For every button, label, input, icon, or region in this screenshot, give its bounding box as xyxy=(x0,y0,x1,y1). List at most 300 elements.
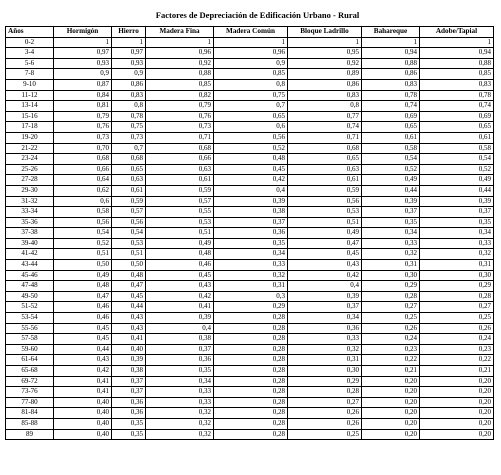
age-range-cell: 31-32 xyxy=(6,196,54,207)
factor-cell: 0,68 xyxy=(112,154,146,165)
factor-cell: 0,96 xyxy=(214,48,288,59)
factor-cell: 0,74 xyxy=(420,101,494,112)
table-row xyxy=(6,313,494,324)
factor-cell: 0,29 xyxy=(214,302,288,313)
factor-cell: 1 xyxy=(146,37,214,48)
factor-cell: 0,43 xyxy=(146,281,214,292)
factor-cell: 0,86 xyxy=(288,79,362,90)
factor-cell: 0,79 xyxy=(146,101,214,112)
factor-cell: 0,65 xyxy=(362,122,420,133)
factor-cell: 0,32 xyxy=(288,344,362,355)
factor-cell: 0,63 xyxy=(112,175,146,186)
table-row xyxy=(6,429,494,440)
factor-cell: 0,85 xyxy=(146,79,214,90)
factor-cell: 0,33 xyxy=(146,387,214,398)
table-row xyxy=(6,122,494,133)
age-range-cell: 15-16 xyxy=(6,111,54,122)
factor-cell: 0,58 xyxy=(420,143,494,154)
factor-cell: 0,61 xyxy=(112,185,146,196)
factor-cell: 0,28 xyxy=(214,366,288,377)
age-range-cell: 43-44 xyxy=(6,260,54,271)
factor-cell: 0,83 xyxy=(112,90,146,101)
table-row xyxy=(6,281,494,292)
factor-cell: 0,20 xyxy=(420,376,494,387)
column-header-madera-fina: Madera Fina xyxy=(146,27,214,38)
factor-cell: 0,88 xyxy=(362,58,420,69)
factor-cell: 0,56 xyxy=(214,132,288,143)
factor-cell: 0,81 xyxy=(54,101,112,112)
factor-cell: 0,21 xyxy=(362,366,420,377)
age-range-cell: 7-8 xyxy=(6,69,54,80)
age-range-cell: 33-34 xyxy=(6,207,54,218)
table-row xyxy=(6,270,494,281)
factor-cell: 0,77 xyxy=(288,111,362,122)
factor-cell: 0,47 xyxy=(288,238,362,249)
factor-cell: 0,35 xyxy=(362,217,420,228)
factor-cell: 0,49 xyxy=(420,175,494,186)
factor-cell: 0,31 xyxy=(214,281,288,292)
table-row xyxy=(6,58,494,69)
factor-cell: 1 xyxy=(288,37,362,48)
column-header-madera-comun: Madera Común xyxy=(214,27,288,38)
table-row xyxy=(6,111,494,122)
factor-cell: 0,9 xyxy=(214,58,288,69)
factor-cell: 0,68 xyxy=(146,143,214,154)
factor-cell: 1 xyxy=(420,37,494,48)
table-row xyxy=(6,249,494,260)
depreciation-table xyxy=(5,26,494,440)
factor-cell: 0,44 xyxy=(112,302,146,313)
factor-cell: 0,52 xyxy=(420,164,494,175)
age-range-cell: 73-76 xyxy=(6,387,54,398)
age-range-cell: 55-56 xyxy=(6,323,54,334)
factor-cell: 0,49 xyxy=(288,228,362,239)
factor-cell: 0,64 xyxy=(54,175,112,186)
table-row xyxy=(6,238,494,249)
factor-cell: 0,40 xyxy=(54,429,112,440)
factor-cell: 0,78 xyxy=(112,111,146,122)
column-header-anos: Años xyxy=(6,27,54,38)
factor-cell: 0,8 xyxy=(112,101,146,112)
table-title: Factores de Depreciación de Edificación Urbano - Rural xyxy=(155,10,360,20)
factor-cell: 0,93 xyxy=(112,58,146,69)
factor-cell: 0,20 xyxy=(420,408,494,419)
table-row xyxy=(6,355,494,366)
table-row xyxy=(6,132,494,143)
factor-cell: 0,47 xyxy=(54,291,112,302)
factor-cell: 0,75 xyxy=(112,122,146,133)
factor-cell: 0,26 xyxy=(288,418,362,429)
factor-cell: 0,33 xyxy=(420,238,494,249)
age-range-cell: 51-52 xyxy=(6,302,54,313)
table-row xyxy=(6,418,494,429)
factor-cell: 0,58 xyxy=(54,207,112,218)
factor-cell: 0,43 xyxy=(112,323,146,334)
table-row xyxy=(6,175,494,186)
factor-cell: 0,28 xyxy=(214,313,288,324)
factor-cell: 0,52 xyxy=(54,238,112,249)
factor-cell: 0,48 xyxy=(214,154,288,165)
factor-cell: 0,31 xyxy=(288,355,362,366)
factor-cell: 0,32 xyxy=(362,249,420,260)
factor-cell: 0,37 xyxy=(146,344,214,355)
factor-cell: 0,38 xyxy=(112,366,146,377)
factor-cell: 0,69 xyxy=(362,111,420,122)
table-row xyxy=(6,387,494,398)
factor-cell: 0,29 xyxy=(420,281,494,292)
factor-cell: 0,37 xyxy=(288,302,362,313)
factor-cell: 0,6 xyxy=(214,122,288,133)
factor-cell: 0,78 xyxy=(362,90,420,101)
age-range-cell: 5-6 xyxy=(6,58,54,69)
factor-cell: 0,28 xyxy=(362,291,420,302)
column-header-hormigon: Hormigón xyxy=(54,27,112,38)
factor-cell: 0,86 xyxy=(112,79,146,90)
factor-cell: 0,78 xyxy=(420,90,494,101)
factor-cell: 0,83 xyxy=(420,79,494,90)
age-range-cell: 69-72 xyxy=(6,376,54,387)
factor-cell: 0,51 xyxy=(146,228,214,239)
factor-cell: 0,96 xyxy=(146,48,214,59)
factor-cell: 0,48 xyxy=(146,249,214,260)
age-range-cell: 39-40 xyxy=(6,238,54,249)
factor-cell: 0,97 xyxy=(112,48,146,59)
factor-cell: 0,35 xyxy=(112,418,146,429)
factor-cell: 0,79 xyxy=(54,111,112,122)
factor-cell: 0,35 xyxy=(146,366,214,377)
factor-cell: 0,73 xyxy=(54,132,112,143)
factor-cell: 0,37 xyxy=(112,376,146,387)
factor-cell: 0,49 xyxy=(362,175,420,186)
factor-cell: 0,27 xyxy=(288,397,362,408)
factor-cell: 0,45 xyxy=(214,164,288,175)
factor-cell: 0,48 xyxy=(54,281,112,292)
factor-cell: 0,37 xyxy=(420,207,494,218)
factor-cell: 0,88 xyxy=(420,58,494,69)
factor-cell: 0,85 xyxy=(214,69,288,80)
factor-cell: 0,57 xyxy=(112,207,146,218)
factor-cell: 0,49 xyxy=(146,238,214,249)
factor-cell: 0,9 xyxy=(112,69,146,80)
age-range-cell: 53-54 xyxy=(6,313,54,324)
factor-cell: 0,42 xyxy=(214,175,288,186)
factor-cell: 0,44 xyxy=(54,344,112,355)
factor-cell: 0,56 xyxy=(112,217,146,228)
factor-cell: 0,32 xyxy=(214,270,288,281)
factor-cell: 0,85 xyxy=(420,69,494,80)
factor-cell: 0,89 xyxy=(288,69,362,80)
factor-cell: 0,63 xyxy=(288,164,362,175)
age-range-cell: 9-10 xyxy=(6,79,54,90)
factor-cell: 0,37 xyxy=(112,387,146,398)
factor-cell: 0,27 xyxy=(362,302,420,313)
factor-cell: 0,66 xyxy=(54,164,112,175)
table-row xyxy=(6,397,494,408)
age-range-cell: 17-18 xyxy=(6,122,54,133)
factor-cell: 0,9 xyxy=(54,69,112,80)
factor-cell: 0,54 xyxy=(362,154,420,165)
age-range-cell: 65-68 xyxy=(6,366,54,377)
age-range-cell: 35-36 xyxy=(6,217,54,228)
table-row xyxy=(6,228,494,239)
factor-cell: 0,33 xyxy=(214,260,288,271)
factor-cell: 0,25 xyxy=(420,313,494,324)
factor-cell: 0,30 xyxy=(288,366,362,377)
factor-cell: 0,28 xyxy=(288,387,362,398)
column-header-hierro: Hierro xyxy=(112,27,146,38)
factor-cell: 0,54 xyxy=(112,228,146,239)
age-range-cell: 47-48 xyxy=(6,281,54,292)
factor-cell: 0,36 xyxy=(112,397,146,408)
factor-cell: 0,58 xyxy=(362,143,420,154)
factor-cell: 0,66 xyxy=(146,154,214,165)
factor-cell: 1 xyxy=(214,37,288,48)
factor-cell: 0,55 xyxy=(146,207,214,218)
factor-cell: 0,39 xyxy=(420,196,494,207)
factor-cell: 0,28 xyxy=(214,429,288,440)
factor-cell: 0,48 xyxy=(112,270,146,281)
factor-cell: 0,51 xyxy=(54,249,112,260)
column-header-bahareque: Bahareque xyxy=(362,27,420,38)
factor-cell: 0,76 xyxy=(54,122,112,133)
factor-cell: 0,56 xyxy=(288,196,362,207)
factor-cell: 0,46 xyxy=(54,313,112,324)
factor-cell: 0,4 xyxy=(288,281,362,292)
factor-cell: 0,29 xyxy=(288,376,362,387)
factor-cell: 0,25 xyxy=(288,429,362,440)
age-range-cell: 19-20 xyxy=(6,132,54,143)
factor-cell: 0,71 xyxy=(288,132,362,143)
factor-cell: 0,28 xyxy=(214,387,288,398)
factor-cell: 1 xyxy=(54,37,112,48)
factor-cell: 0,28 xyxy=(214,323,288,334)
factor-cell: 0,28 xyxy=(214,334,288,345)
age-range-cell: 89 xyxy=(6,429,54,440)
factor-cell: 0,45 xyxy=(112,291,146,302)
age-range-cell: 11-12 xyxy=(6,90,54,101)
table-row xyxy=(6,143,494,154)
factor-cell: 0,35 xyxy=(112,429,146,440)
factor-cell: 0,53 xyxy=(288,207,362,218)
factor-cell: 0,76 xyxy=(146,111,214,122)
factor-cell: 1 xyxy=(362,37,420,48)
factor-cell: 0,34 xyxy=(362,228,420,239)
factor-cell: 0,39 xyxy=(214,196,288,207)
factor-cell: 0,45 xyxy=(54,323,112,334)
factor-cell: 0,42 xyxy=(146,291,214,302)
table-row xyxy=(6,196,494,207)
factor-cell: 0,42 xyxy=(54,366,112,377)
factor-cell: 0,21 xyxy=(420,366,494,377)
factor-cell: 0,28 xyxy=(214,355,288,366)
factor-cell: 0,68 xyxy=(54,154,112,165)
factor-cell: 0,34 xyxy=(214,249,288,260)
factor-cell: 0,50 xyxy=(54,260,112,271)
factor-cell: 0,20 xyxy=(362,397,420,408)
factor-cell: 0,82 xyxy=(146,90,214,101)
factor-cell: 0,28 xyxy=(214,418,288,429)
factor-cell: 0,38 xyxy=(214,207,288,218)
table-row xyxy=(6,69,494,80)
factor-cell: 0,94 xyxy=(420,48,494,59)
factor-cell: 0,44 xyxy=(362,185,420,196)
factor-cell: 0,32 xyxy=(146,429,214,440)
factor-cell: 0,40 xyxy=(112,344,146,355)
table-row xyxy=(6,37,494,48)
factor-cell: 0,88 xyxy=(146,69,214,80)
age-range-cell: 61-64 xyxy=(6,355,54,366)
table-row xyxy=(6,90,494,101)
factor-cell: 0,24 xyxy=(362,334,420,345)
age-range-cell: 57-58 xyxy=(6,334,54,345)
factor-cell: 0,4 xyxy=(214,185,288,196)
factor-cell: 0,47 xyxy=(112,281,146,292)
table-row xyxy=(6,334,494,345)
factor-cell: 0,56 xyxy=(54,217,112,228)
factor-cell: 0,33 xyxy=(146,397,214,408)
factor-cell: 0,30 xyxy=(420,270,494,281)
age-range-cell: 27-28 xyxy=(6,175,54,186)
factor-cell: 0,59 xyxy=(146,185,214,196)
factor-cell: 0,20 xyxy=(420,429,494,440)
factor-cell: 0,87 xyxy=(54,79,112,90)
factor-cell: 0,28 xyxy=(214,376,288,387)
header-row xyxy=(6,27,494,38)
factor-cell: 0,34 xyxy=(146,376,214,387)
factor-cell: 0,28 xyxy=(214,408,288,419)
factor-cell: 0,27 xyxy=(420,302,494,313)
table-row xyxy=(6,376,494,387)
factor-cell: 0,32 xyxy=(420,249,494,260)
factor-cell: 0,40 xyxy=(54,408,112,419)
factor-cell: 0,94 xyxy=(362,48,420,59)
factor-cell: 0,20 xyxy=(420,397,494,408)
factor-cell: 0,83 xyxy=(288,90,362,101)
factor-cell: 0,33 xyxy=(288,334,362,345)
factor-cell: 0,53 xyxy=(146,217,214,228)
factor-cell: 1 xyxy=(112,37,146,48)
table-row xyxy=(6,302,494,313)
factor-cell: 0,74 xyxy=(288,122,362,133)
factor-cell: 0,37 xyxy=(362,207,420,218)
age-range-cell: 41-42 xyxy=(6,249,54,260)
age-range-cell: 37-38 xyxy=(6,228,54,239)
factor-cell: 0,39 xyxy=(146,313,214,324)
factor-cell: 0,35 xyxy=(420,217,494,228)
factor-cell: 0,41 xyxy=(146,302,214,313)
table-body xyxy=(6,37,494,440)
factor-cell: 0,74 xyxy=(362,101,420,112)
factor-cell: 0,40 xyxy=(54,397,112,408)
factor-cell: 0,36 xyxy=(112,408,146,419)
factor-cell: 0,49 xyxy=(54,270,112,281)
age-range-cell: 85-88 xyxy=(6,418,54,429)
age-range-cell: 3-4 xyxy=(6,48,54,59)
factor-cell: 0,3 xyxy=(214,291,288,302)
age-range-cell: 29-30 xyxy=(6,185,54,196)
factor-cell: 0,45 xyxy=(54,334,112,345)
factor-cell: 0,62 xyxy=(54,185,112,196)
factor-cell: 0,36 xyxy=(146,355,214,366)
factor-cell: 0,83 xyxy=(362,79,420,90)
factor-cell: 0,69 xyxy=(420,111,494,122)
factor-cell: 0,20 xyxy=(420,387,494,398)
factor-cell: 0,33 xyxy=(362,238,420,249)
factor-cell: 0,61 xyxy=(420,132,494,143)
factor-cell: 0,39 xyxy=(112,355,146,366)
column-header-bloque-ladrillo: Bloque Ladrillo xyxy=(288,27,362,38)
factor-cell: 0,20 xyxy=(362,376,420,387)
table-row xyxy=(6,185,494,196)
age-range-cell: 13-14 xyxy=(6,101,54,112)
factor-cell: 0,24 xyxy=(420,334,494,345)
age-range-cell: 21-22 xyxy=(6,143,54,154)
factor-cell: 0,65 xyxy=(214,111,288,122)
factor-cell: 0,95 xyxy=(288,48,362,59)
factor-cell: 0,59 xyxy=(288,185,362,196)
factor-cell: 0,22 xyxy=(420,355,494,366)
factor-cell: 0,26 xyxy=(362,323,420,334)
factor-cell: 0,53 xyxy=(112,238,146,249)
factor-cell: 0,61 xyxy=(146,175,214,186)
age-range-cell: 23-24 xyxy=(6,154,54,165)
factor-cell: 0,61 xyxy=(362,132,420,143)
table-row xyxy=(6,217,494,228)
factor-cell: 0,50 xyxy=(112,260,146,271)
factor-cell: 0,20 xyxy=(362,408,420,419)
factor-cell: 0,29 xyxy=(362,281,420,292)
factor-cell: 0,41 xyxy=(54,387,112,398)
factor-cell: 0,23 xyxy=(362,344,420,355)
factor-cell: 0,51 xyxy=(112,249,146,260)
factor-cell: 0,7 xyxy=(112,143,146,154)
factor-cell: 0,70 xyxy=(54,143,112,154)
factor-cell: 0,51 xyxy=(288,217,362,228)
factor-cell: 0,39 xyxy=(288,291,362,302)
factor-cell: 0,92 xyxy=(146,58,214,69)
factor-cell: 0,28 xyxy=(214,344,288,355)
factor-cell: 0,8 xyxy=(288,101,362,112)
factor-cell: 0,93 xyxy=(54,58,112,69)
factor-cell: 0,20 xyxy=(420,418,494,429)
age-range-cell: 0-2 xyxy=(6,37,54,48)
table-row xyxy=(6,408,494,419)
factor-cell: 0,36 xyxy=(288,323,362,334)
table-row xyxy=(6,366,494,377)
factor-cell: 0,7 xyxy=(214,101,288,112)
factor-cell: 0,41 xyxy=(54,376,112,387)
factor-cell: 0,20 xyxy=(362,429,420,440)
factor-cell: 0,34 xyxy=(420,228,494,239)
age-range-cell: 25-26 xyxy=(6,164,54,175)
age-range-cell: 45-46 xyxy=(6,270,54,281)
factor-cell: 0,75 xyxy=(214,90,288,101)
factor-cell: 0,44 xyxy=(420,185,494,196)
factor-cell: 0,37 xyxy=(214,217,288,228)
factor-cell: 0,73 xyxy=(146,122,214,133)
factor-cell: 0,97 xyxy=(54,48,112,59)
factor-cell: 0,92 xyxy=(288,58,362,69)
table-row xyxy=(6,79,494,90)
factor-cell: 0,45 xyxy=(146,270,214,281)
factor-cell: 0,43 xyxy=(112,313,146,324)
factor-cell: 0,30 xyxy=(362,270,420,281)
table-row xyxy=(6,323,494,334)
column-header-adobe-tapial: Adobe/Tapial xyxy=(420,27,494,38)
factor-cell: 0,65 xyxy=(112,164,146,175)
table-row xyxy=(6,164,494,175)
factor-cell: 0,39 xyxy=(362,196,420,207)
